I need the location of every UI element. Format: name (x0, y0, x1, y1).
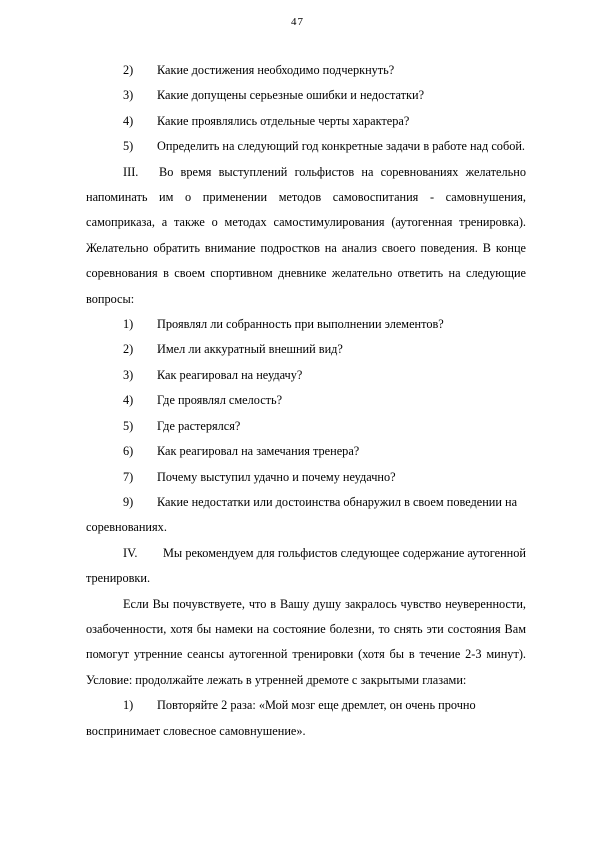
list-item (86, 363, 526, 388)
list-text: Проявлял ли собранность при выполнении элементов? (157, 317, 444, 332)
list-number: 6) (123, 444, 134, 459)
list-number: 4) (123, 393, 134, 408)
list-text: Где проявлял смелость? (157, 393, 283, 408)
list-item-wrapped (86, 490, 526, 541)
list-number: 1) (123, 698, 134, 713)
list-number: 9) (123, 494, 134, 509)
list-text: Какие проявлялись отдельные черты характера? (157, 113, 410, 128)
list-item (86, 312, 526, 337)
list-text: Почему выступил удачно и почему неудачно? (157, 469, 396, 484)
autogenic-paragraph: Если Вы почувствуете, что в Вашу душу закралось чувство неуверенности, озабоченности, хотя бы намеки на состояние болезни, то снять эти состояния Вам помогут утренние сеансы аутогенной тренировки (хотя бы в течение 2-3 минут). Условие: продолжайте лежать в утренней дремоте с закрытыми глазами: (86, 596, 526, 687)
list-item (86, 388, 526, 413)
list-number: 3) (123, 367, 134, 382)
list-number: 5) (123, 139, 134, 154)
list-number: 2) (123, 342, 134, 357)
list-item-wrapped (86, 693, 526, 744)
section-text: Во время выступлений гольфистов на соревнованиях желательно напоминать им о применении методов самовоспитания - самовнушения, самоприказа, а также о методах самостимулирования (аутогенная тренировка). Желательно обратить внимание подростков на анализ своего поведения. В конце соревнования в своем спортивном дневнике желательно ответить на следующие вопросы: (86, 164, 526, 306)
list-number: 7) (123, 469, 134, 484)
list-text: Какие допущены серьезные ошибки и недостатки? (157, 88, 425, 103)
list-number: 2) (123, 63, 134, 77)
list-text: Где растерялся? (157, 418, 241, 433)
list-number: 1) (123, 317, 134, 332)
section-four-paragraph (86, 541, 526, 592)
list-number: 4) (123, 113, 134, 128)
list-number: 5) (123, 418, 134, 433)
list-item (86, 439, 526, 464)
section-numeral: III. (123, 164, 139, 179)
page-number: 47 (291, 16, 304, 28)
list-item-wrapped (86, 134, 526, 159)
list-item (86, 414, 526, 439)
list-text: Определить на следующий год конкретные задачи в работе над собой. (157, 139, 526, 154)
list-item (86, 337, 526, 362)
list-text: Как реагировал на замечания тренера? (157, 444, 360, 459)
list-item (86, 465, 526, 490)
section-text: Мы рекомендуем для гольфистов следующее содержание аутогенной тренировки. (86, 545, 526, 586)
list-text: Какие недостатки или достоинства обнаружил в своем поведении на соревнованиях. (86, 494, 518, 535)
section-three-paragraph (86, 160, 526, 312)
list-text: Повторяйте 2 раза: «Мой мозг еще дремлет, он очень прочно воспринимает словесное самовнушение». (86, 698, 476, 738)
list-item (86, 83, 526, 108)
list-text: Какие достижения необходимо подчеркнуть? (157, 63, 395, 77)
list-item (86, 109, 526, 134)
list-number: 3) (123, 88, 134, 103)
list-text: Имел ли аккуратный внешний вид? (157, 342, 343, 357)
document-body (86, 58, 526, 744)
list-item (86, 58, 526, 83)
section-numeral: IV. (123, 545, 138, 560)
list-text: Как реагировал на неудачу? (157, 367, 303, 382)
